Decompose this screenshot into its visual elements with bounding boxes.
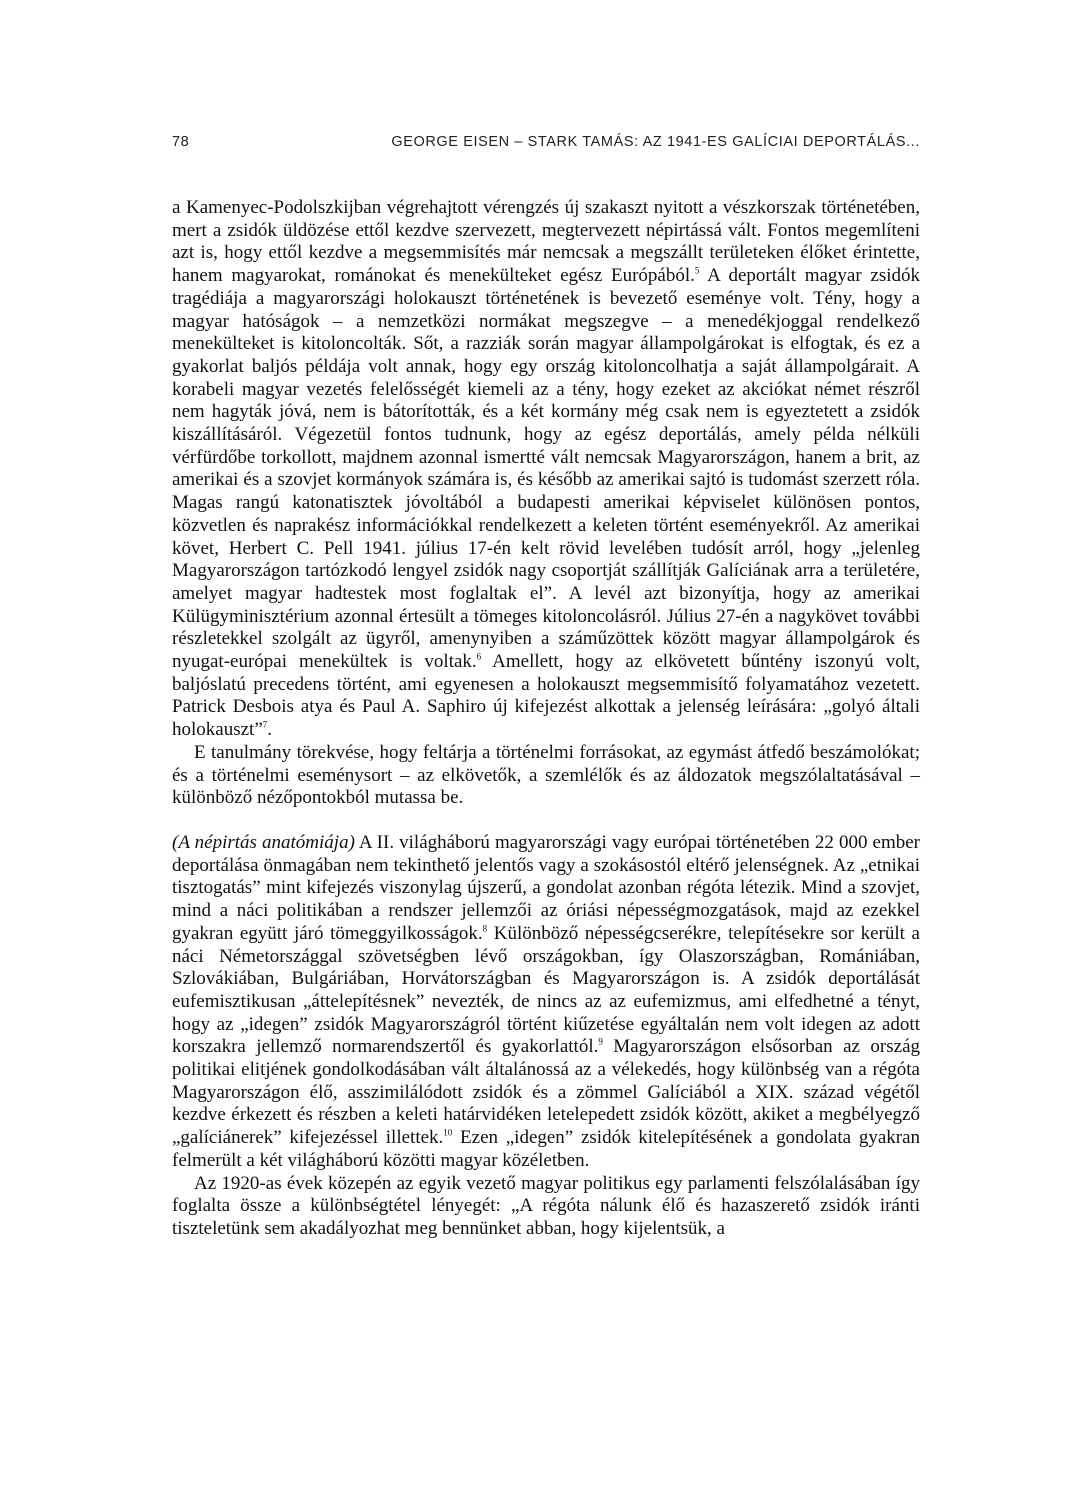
text-run: Különböző népességcserékre, telepítésekre sor került a náci Németországgal szövetségben lévő országokban, így Olaszországban, Romániában, Szlovákiában, Bulgáriában, Horvátországban és Magyarországon is. A zsidók deportálását eufemisztikusan „áttelepítésnek” nevezték, de nincs az az eufemizmus, ami elfedhetné a tényt, hogy az „idegen” zsidók Magyarországról történt kiűzetése egyáltalán nem volt idegen az adott korszakra jellemző normarendszertől és gyakorlattól. xyxy=(172,922,920,1058)
footnote-marker: 6 xyxy=(476,651,482,662)
section-heading: (A népirtás anatómiája) xyxy=(172,831,355,853)
footnote-marker: 8 xyxy=(482,923,488,934)
paragraph xyxy=(172,832,920,1173)
footnote-marker: 5 xyxy=(694,265,700,276)
running-header xyxy=(172,134,920,156)
paragraph: E tanulmány törekvése, hogy feltárja a történelmi forrásokat, az egymást átfedő beszámolókat; és a történelmi eseménysort – az elkövetők, a szemlélők és az áldozatok megszólaltatásával – különböző nézőpontokból mutassa be. xyxy=(172,741,920,809)
running-title: GEORGE EISEN – STARK TAMÁS: AZ 1941-ES GALÍCIAI DEPORTÁLÁS... xyxy=(391,134,920,150)
footnote-marker: 10 xyxy=(443,1127,453,1138)
text-run: Magyarországon elsősorban az ország politikai elitjének gondolkodásában vált általánossá az a vélekedés, hogy különbség van a régóta Magyarországon élő, asszimilálódott zsidók és a zömmel Galíciából a XIX. század végétől kezdve érkezett és részben a keleti határvidéken letelepedett zsidók között, akiket a megbélyegző „galíciánerek” kifejezéssel illettek. xyxy=(172,1036,921,1149)
text-run: A II. világháború magyarországi vagy európai történetében 22 000 ember deportálása önmagában nem tekinthető jelentős vagy a szokásostól eltérő jelenségnek. Az „etnikai tisztogatás” mint kifejezés viszonylag újszerű, a gondolat azonban régóta létezik. Mind a szovjet, mind a náci politikában a rendszer jellemzői az óriási népességmozgatások, majd az ezekkel gyakran együtt járó tömeggyilkosságok. xyxy=(172,831,920,944)
body-text xyxy=(172,197,920,1241)
text-run: . xyxy=(267,719,273,741)
page-number: 78 xyxy=(172,134,190,150)
text-run: Ezen „idegen” zsidók kitelepítésének a gondolata gyakran felmerült a két világháború közötti magyar közéletben. xyxy=(172,1127,921,1171)
footnote-marker: 7 xyxy=(262,719,268,730)
paragraph xyxy=(172,197,920,742)
text-run: a Kamenyec-Podolszkijban végrehajtott vérengzés új szakaszt nyitott a vészkorszak történetében, mert a zsidók üldözése ettől kezdve szervezett, megtervezett népirtássá vált. Fontos megemlíteni azt is, hogy ettől kezdve a megsemmisítés már nemcsak a megszállt területeken élőket érintette, hanem magyarokat, románokat és menekülteket egész Európából. xyxy=(172,197,920,287)
text-run: Amellett, hogy az elkövetett bűntény iszonyú volt, baljóslatú precedens történt, ami egyenesen a holokauszt megsemmisítő folyamatához vezetett. Patrick Desbois atya és Paul A. Saphiro új kifejezést alkottak a jelenség leírására: „golyó általi holokauszt” xyxy=(172,651,921,741)
text-run: A deportált magyar zsidók tragédiája a magyarországi holokauszt történetének is bevezető eseménye volt. Tény, hogy a magyar hatóságok – a nemzetközi normákat megszegve – a menedékjoggal rendelkező menekülteket is kitoloncolták. Sőt, a razziák során magyar állampolgárokat is elfogtak, és ez a gyakorlat baljós példája volt annak, hogy egy ország kitoloncolhatja a saját állampolgárait. A korabeli magyar vezetés felelősségét kiemeli az a tény, hogy ezeket az akciókat német részről nem hagyták jóvá, nem is bátorították, és a két kormány még csak nem is egyeztetett a zsidók kiszállításáról. Végezetül fontos tudnunk, hogy az egész deportálás, amely példa nélküli vérfürdőbe torkollott, majdnem azonnal ismertté vált nemcsak Magyarországon, hanem a brit, az amerikai és a szovjet kormányok számára is, és később az amerikai sajtó is tudomást szerzett róla. Magas rangú katonatisztek jóvoltából a budapesti amerikai képviselet különösen pontos, közvetlen és naprakész információkkal rendelkezett a keleten történt eseményekről. Az amerikai követ, Herbert C. Pell 1941. július 17-én kelt rövid levelében tudósít arról, hogy „jelenleg Magyarországon tartózkodó lengyel zsidók nagy csoportját szállítják Galíciának arra a területére, amelyet magyar hadtestek most foglaltak el”. A levél azt bizonyítja, hogy az amerikai Külügyminisztérium azonnal értesült a tömeges kitoloncolásról. Július 27-én a nagykövet további részletekkel szolgált az ügyről, amenynyiben a száműzöttek között magyar állampolgárok és nyugat-európai menekültek is voltak. xyxy=(172,265,921,673)
footnote-marker: 9 xyxy=(598,1036,603,1047)
paragraph: Az 1920-as évek közepén az egyik vezető magyar politikus egy parlamenti felszólalásában így foglalta össze a különbségtétel lényegét: „A régóta nálunk élő és hazaszerető zsidók iránti tiszteletünk sem akadályozhat meg bennünket abban, hogy kijelentsük, a xyxy=(172,1172,920,1239)
